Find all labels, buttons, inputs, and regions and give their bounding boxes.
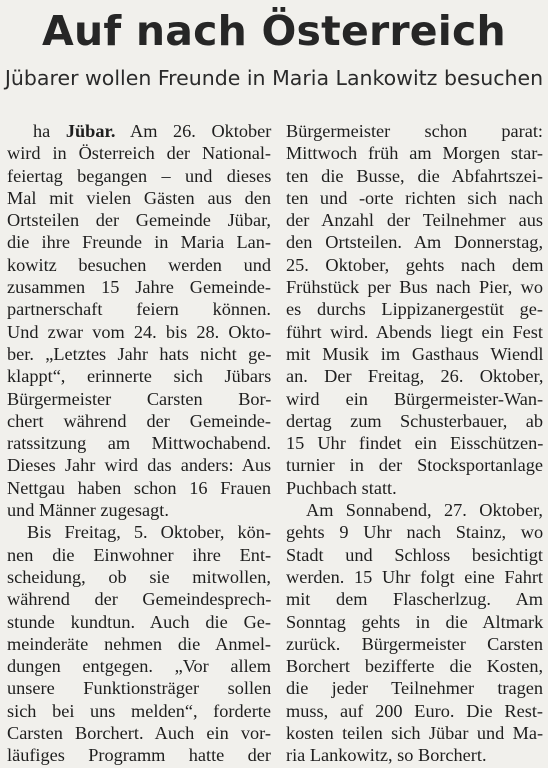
article-line: ria Lankowitz, so Borchert.: [286, 745, 487, 766]
article-line: 15 Uhr findet ein Eisschützen-: [286, 433, 544, 454]
article-line: Dieses Jahr wird das anders: Aus: [7, 455, 272, 476]
article-line: nen die Einwohner ihre Ent-: [7, 544, 272, 565]
article-line: mit dem Flascherlzug. Am: [286, 589, 543, 610]
article-line: Am Sonnabend, 27. Oktober,: [306, 500, 543, 521]
article-line: wird ein Bürgermeister-Wan-: [286, 388, 544, 409]
article-line: Borchert bezifferte die Kosten,: [286, 656, 544, 677]
article-line: ten die Busse, die Abfahrtszei-: [286, 165, 543, 186]
article-line: kowitz besuchen werden und: [7, 254, 271, 275]
article-line: zusammen 15 Jahre Gemeinde-: [7, 277, 271, 298]
article-line: dertag zum Schusterbauer, ab: [286, 410, 543, 431]
article-line: während der Gemeindesprech-: [7, 589, 272, 610]
article-line: kosten teilen sich Jübar und Ma-: [286, 723, 544, 744]
article-line: zurück. Bürgermeister Carsten: [286, 633, 543, 654]
article-headline: Auf nach Österreich: [42, 7, 506, 55]
article-line: die jeder Teilnehmer tragen: [286, 678, 543, 699]
article-line: ratssitzung am Mittwochabend.: [7, 433, 271, 454]
article-line: Bürgermeister Carsten Bor-: [7, 388, 272, 409]
article-line: Sonntag gehts in die Altmark: [286, 611, 544, 632]
article-line: Mittwoch früh am Morgen star-: [286, 143, 543, 164]
article-line: meinderäte nehmen die Anmel-: [7, 633, 271, 654]
article-line: Bis Freitag, 5. Oktober, kön-: [27, 522, 271, 543]
article-line: Nettgau haben schon 16 Frauen: [7, 477, 271, 498]
article-line: die ihre Freunde in Maria Lan-: [7, 232, 271, 253]
article-line: ber. „Letztes Jahr hats nicht ge-: [7, 343, 272, 364]
article-line: werden. 15 Uhr folgt eine Fahrt: [286, 566, 543, 587]
dateline-place: Jübar.: [65, 121, 116, 141]
article-line: es durchs Lippizanergestüt ge-: [286, 299, 543, 320]
article-line: ha Jübar. Am 26. Oktober: [33, 121, 272, 141]
article-line: Und zwar vom 24. bis 28. Okto-: [7, 321, 271, 342]
article-line: Frühstück per Bus nach Pier, wo: [286, 277, 543, 298]
dateline-author: ha: [33, 121, 51, 141]
article-line: sich bei uns melden“, forderte: [7, 700, 271, 721]
article-line: Carsten Borchert. Auch ein vor-: [7, 723, 271, 744]
article-line: turnier in der Stocksportanlage: [286, 455, 543, 476]
article-line: scheidung, ob sie mitwollen,: [7, 566, 271, 587]
article-line: mit Musik im Gasthaus Wiendl: [286, 343, 544, 364]
article-column-right: [286, 120, 543, 767]
article-line: der Anzahl der Teilnehmer aus: [286, 210, 543, 231]
article-line: den Ortsteilen. Am Donnerstag,: [286, 232, 544, 253]
article-line: Ortsteilen der Gemeinde Jübar,: [7, 210, 271, 231]
article-line: läufiges Programm hatte der: [7, 745, 271, 766]
article-line: ten und -orte richten sich nach: [286, 187, 543, 208]
article-line: Bürgermeister schon parat:: [286, 121, 543, 141]
article-line: muss, auf 200 Euro. Die Rest-: [286, 700, 543, 721]
article-line: Puchbach statt.: [286, 477, 397, 498]
article-line: führt wird. Abends liegt ein Fest: [286, 321, 543, 342]
article-line: dungen entgegen. „Vor allem: [7, 656, 271, 677]
article-line: 25. Oktober, gehts nach dem: [286, 254, 544, 275]
article-line: partnerschaft feiern können.: [7, 299, 271, 320]
article-subheadline: Jübarer wollen Freunde in Maria Lankowitz besuchen: [4, 66, 544, 90]
article-line: klappt“, erinnerte sich Jübars: [7, 366, 272, 387]
article-line: Mal mit vielen Gästen aus den: [7, 187, 271, 208]
article-line: stunde kundtun. Auch die Ge-: [7, 611, 271, 632]
article-column-left: [7, 120, 271, 767]
article-line: unsere Funktionsträger sollen: [7, 678, 272, 699]
article-line: an. Der Freitag, 26. Oktober,: [286, 366, 544, 387]
article-line: Stadt und Schloss besichtigt: [286, 544, 543, 565]
article-line: feiertag begangen – und dieses: [7, 165, 272, 186]
article-line: chert während der Gemeinde-: [7, 410, 271, 431]
article-line: gehts 9 Uhr nach Stainz, wo: [286, 522, 544, 543]
article-line: und Männer zugesagt.: [7, 500, 169, 521]
article-line: wird in Österreich der National-: [7, 143, 271, 164]
